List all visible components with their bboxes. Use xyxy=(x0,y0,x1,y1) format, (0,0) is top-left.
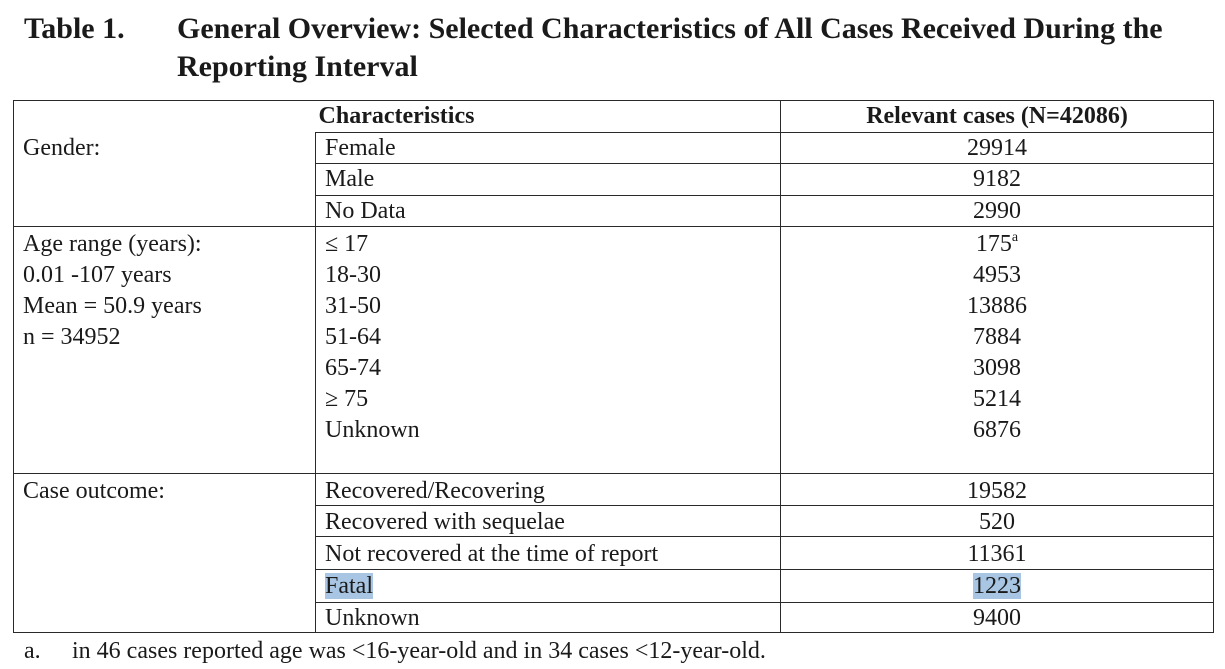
age-item: Unknown xyxy=(325,417,420,443)
characteristics-table xyxy=(13,100,1214,633)
age-item: ≤ 17 xyxy=(325,231,369,257)
header-characteristics: Characteristics xyxy=(318,103,475,129)
age-item: 18-30 xyxy=(325,262,381,288)
age-label-line: 0.01 -107 years xyxy=(23,262,172,288)
footnote-text: in 46 cases reported age was <16-year-old and in 34 cases <12-year-old. xyxy=(72,638,766,664)
outcome-item: Unknown xyxy=(325,605,420,631)
age-value xyxy=(780,229,1214,260)
outcome-item: Recovered with sequelae xyxy=(325,509,565,535)
outcome-value: 9400 xyxy=(973,605,1021,631)
age-item: ≥ 75 xyxy=(325,386,369,412)
column-rule xyxy=(315,132,316,633)
selected-text[interactable]: Fatal xyxy=(325,573,373,599)
age-label-line: n = 34952 xyxy=(23,324,121,350)
gender-item: Female xyxy=(325,135,396,161)
footnote-marker: a xyxy=(1011,230,1019,245)
age-value: 7884 xyxy=(973,324,1021,350)
age-value: 3098 xyxy=(973,355,1021,381)
outcome-value: 11361 xyxy=(967,541,1027,567)
outcome-item: Not recovered at the time of report xyxy=(325,541,659,567)
outcome-value: 520 xyxy=(979,509,1015,535)
outcome-label: Case outcome: xyxy=(23,478,165,504)
age-value: 4953 xyxy=(973,262,1021,288)
outcome-item-selected[interactable] xyxy=(325,571,373,602)
age-value: 13886 xyxy=(967,293,1027,319)
gender-item: No Data xyxy=(325,198,406,224)
gender-value: 2990 xyxy=(973,198,1021,224)
age-value: 6876 xyxy=(973,417,1021,443)
age-label-line: Age range (years): xyxy=(23,231,202,257)
age-item: 65-74 xyxy=(325,355,381,381)
outcome-value: 19582 xyxy=(967,478,1027,504)
gender-label: Gender: xyxy=(23,135,101,161)
gender-item: Male xyxy=(325,166,375,192)
section-rule xyxy=(13,473,1214,474)
footnote-mark: a. xyxy=(24,638,41,664)
header-relevant-cases: Relevant cases (N=42086) xyxy=(866,103,1128,129)
table-left-rule xyxy=(13,100,14,633)
gender-value: 9182 xyxy=(973,166,1021,192)
age-label-line: Mean = 50.9 years xyxy=(23,293,202,319)
age-item: 51-64 xyxy=(325,324,381,350)
age-item: 31-50 xyxy=(325,293,381,319)
table-number: Table 1. xyxy=(24,12,125,45)
age-value: 5214 xyxy=(973,386,1021,412)
outcome-item: Recovered/Recovering xyxy=(325,478,545,504)
outcome-value-selected[interactable] xyxy=(780,571,1214,602)
selected-text[interactable]: 1223 xyxy=(973,573,1021,599)
table-caption: General Overview: Selected Characteristics of All Cases Received During the Reporting Interval xyxy=(177,12,1163,83)
age-value-number: 175 xyxy=(975,231,1012,257)
gender-value: 29914 xyxy=(967,135,1027,161)
